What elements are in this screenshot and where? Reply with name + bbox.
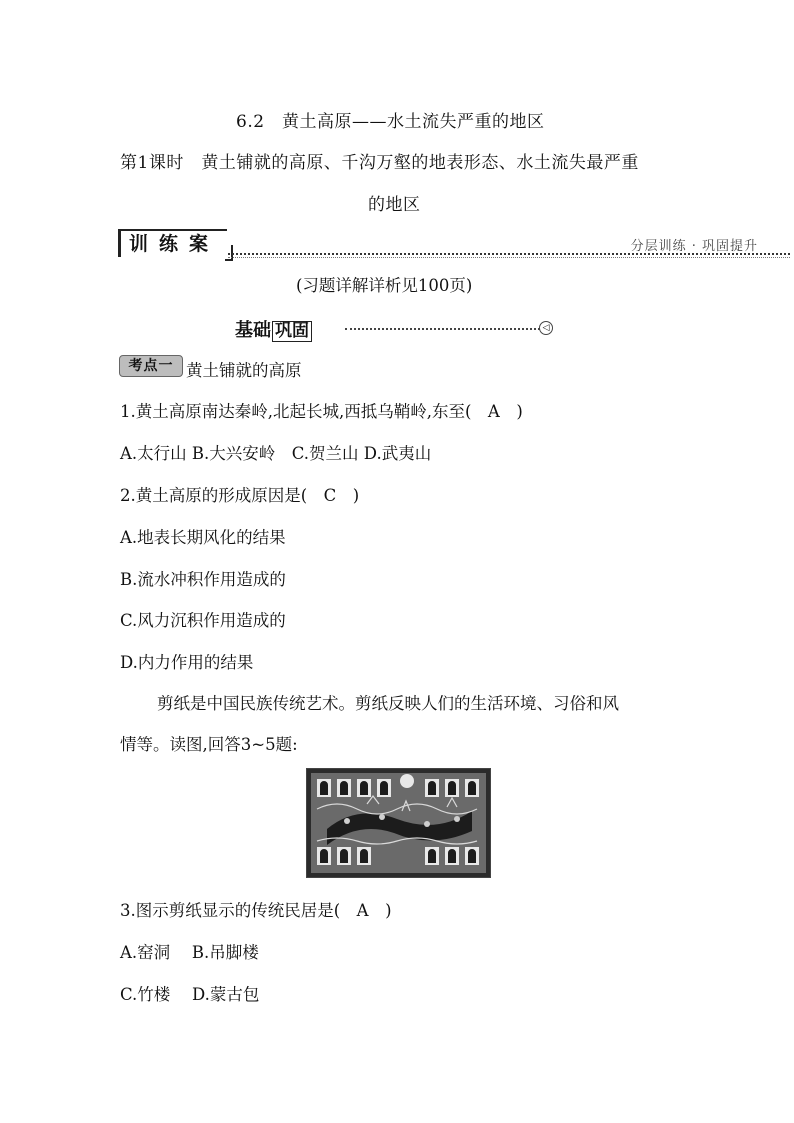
topic-badge: 考点一 — [119, 355, 183, 377]
question-2-option-c: C.风力沉积作用造成的 — [120, 611, 286, 630]
basic-consolidation-heading — [235, 316, 550, 342]
question-3: 3.图示剪纸显示的传统民居是( A ) — [120, 901, 392, 920]
intro-paragraph-line1: 剪纸是中国民族传统艺术。剪纸反映人们的生活环境、习俗和风 — [157, 694, 619, 713]
question-2-option-b: B.流水冲积作用造成的 — [120, 570, 286, 589]
question-2: 2.黄土高原的形成原因是( C ) — [120, 486, 360, 505]
question-1: 1.黄土高原南达秦岭,北起长城,西抵乌鞘岭,东至( A ) — [120, 402, 523, 421]
heading-dotted-line — [345, 328, 540, 330]
question-2-option-d: D.内力作用的结果 — [120, 653, 254, 672]
question-3-options-cd: C.竹楼 D.蒙古包 — [120, 985, 260, 1004]
training-header — [118, 229, 790, 259]
lesson-title-line2: 的地区 — [368, 195, 421, 215]
question-2-option-a: A.地表长期风化的结果 — [120, 528, 286, 547]
intro-paragraph-line2: 情等。读图,回答3~5题: — [120, 735, 298, 754]
lesson-title-line1: 第1课时 黄土铺就的高原、千沟万壑的地表形态、水土流失最严重 — [120, 153, 639, 173]
papercut-image — [306, 768, 491, 878]
arrow-circle-icon: ◁ — [539, 321, 553, 335]
question-1-options: A.太行山 B.大兴安岭 C.贺兰山 D.武夷山 — [120, 444, 432, 463]
section-title: 6.2 黄土高原——水土流失严重的地区 — [236, 112, 545, 132]
basic-label: 基础 — [235, 320, 271, 341]
answer-note: (习题详解详析见100页) — [296, 276, 473, 295]
training-label: 训练案 — [118, 229, 227, 257]
topic-title: 黄土铺就的高原 — [186, 361, 302, 380]
training-subtitle: 分层训练 · 巩固提升 — [630, 239, 758, 254]
question-3-options-ab: A.窑洞 B.吊脚楼 — [120, 943, 259, 962]
consolidation-box: 巩固 — [272, 321, 312, 342]
divider-dotted-thin — [228, 257, 790, 258]
